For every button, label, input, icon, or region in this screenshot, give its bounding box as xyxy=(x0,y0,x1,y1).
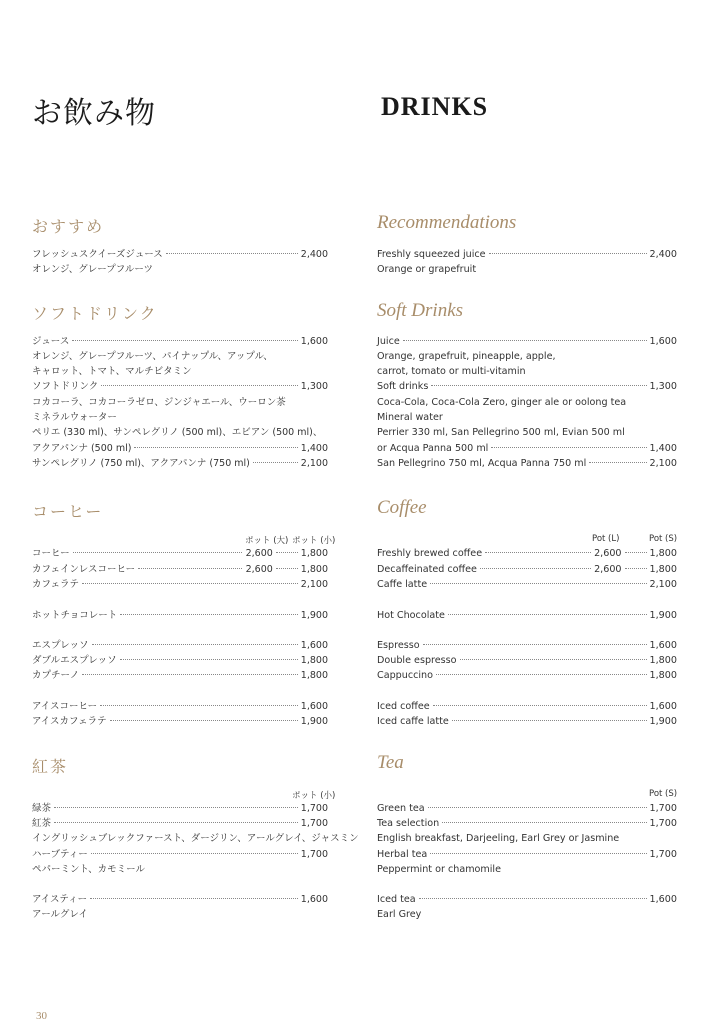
menu-item-price: 1,300 xyxy=(300,381,328,392)
menu-item-description xyxy=(377,262,677,277)
menu-item xyxy=(32,892,328,907)
leader-dots xyxy=(91,853,298,854)
tea-pot-small-header-jp: ポット (小) xyxy=(292,791,336,801)
menu-item xyxy=(32,247,328,262)
menu-item-description xyxy=(377,349,677,364)
leader-dots xyxy=(100,705,298,706)
menu-item-price: 1,900 xyxy=(300,610,328,621)
menu-item xyxy=(377,816,677,831)
leader-dots xyxy=(589,462,646,463)
menu-item-label: Tea selection xyxy=(377,818,440,829)
menu-item-price: 1,900 xyxy=(649,610,677,621)
menu-item-label: カプチーノ xyxy=(32,670,80,681)
menu-item-label: フレッシュスクイーズジュース xyxy=(32,249,163,260)
pot-large-header-jp: ポット (大) xyxy=(245,536,289,546)
menu-item-label: アイスカフェラテ xyxy=(32,716,107,727)
leader-dots xyxy=(92,644,298,645)
menu-item-description xyxy=(32,425,328,440)
leader-dots xyxy=(403,340,647,341)
menu-item-label: Soft drinks xyxy=(377,381,429,392)
leader-dots xyxy=(430,853,646,854)
menu-item-label: Double espresso xyxy=(377,655,457,666)
menu-item xyxy=(32,562,328,577)
menu-item-label: カフェラテ xyxy=(32,579,80,590)
section-heading-recommendations-jp: おすすめ xyxy=(32,217,105,236)
menu-item xyxy=(377,247,677,262)
menu-item-label: Juice xyxy=(377,336,400,347)
leader-dots xyxy=(110,720,298,721)
leader-dots xyxy=(431,385,646,386)
tea-pot-small-header-en: Pot (S) xyxy=(649,789,678,799)
menu-item-price: 1,600 xyxy=(300,894,328,905)
menu-item-label: Caffe latte xyxy=(377,579,428,590)
menu-item xyxy=(32,334,328,349)
menu-item-description xyxy=(32,907,328,922)
menu-item-price: 1,800 xyxy=(649,548,677,559)
menu-item xyxy=(377,699,677,714)
menu-item-price: 1,700 xyxy=(649,849,677,860)
menu-item-description xyxy=(377,831,677,846)
section-heading-tea-en: Tea xyxy=(377,752,404,773)
menu-item-label: サンペレグリノ (750 ml)、アクアパンナ (750 ml) xyxy=(32,458,250,469)
menu-item-label: English breakfast, Darjeeling, Earl Grey or Jasmine xyxy=(377,833,620,844)
leader-dots xyxy=(90,898,298,899)
menu-item-label: コーヒー xyxy=(32,548,70,559)
menu-item-label: Hot Chocolate xyxy=(377,610,445,621)
menu-item-label: Mineral water xyxy=(377,412,443,423)
section-heading-soft-drinks-en: Soft Drinks xyxy=(377,300,464,321)
leader-dots xyxy=(489,253,647,254)
menu-item-price-pot-large: 2,600 xyxy=(245,548,273,559)
leader-dots xyxy=(436,674,647,675)
menu-item-price: 1,400 xyxy=(300,443,328,454)
leader-dots xyxy=(101,385,297,386)
menu-item-label: キャロット、トマト、マルチビタミン xyxy=(32,366,192,377)
section-heading-recommendations-en: Recommendations xyxy=(377,212,517,233)
menu-item-price: 1,700 xyxy=(300,818,328,829)
menu-item-price: 1,700 xyxy=(300,803,328,814)
menu-item-label: Freshly squeezed juice xyxy=(377,249,486,260)
menu-item-label: カフェインレスコーヒー xyxy=(32,564,136,575)
menu-item-price: 1,600 xyxy=(300,336,328,347)
leader-dots xyxy=(253,462,298,463)
leader-dots xyxy=(625,552,647,553)
menu-item xyxy=(377,577,677,592)
menu-item xyxy=(32,668,328,683)
menu-item-label: コカコーラ、コカコーラゼロ、ジンジャエール、ウーロン茶 xyxy=(32,397,286,408)
menu-item-description xyxy=(377,364,677,379)
menu-item-label: オレンジ、グレープフルーツ、パイナップル、アップル、 xyxy=(32,351,273,362)
menu-item xyxy=(32,714,328,729)
menu-item-label: Herbal tea xyxy=(377,849,428,860)
menu-item-price: 1,600 xyxy=(649,894,677,905)
menu-item-price: 1,600 xyxy=(649,640,677,651)
menu-item xyxy=(377,441,677,456)
menu-item-label: Iced caffe latte xyxy=(377,716,449,727)
menu-item-price: 1,800 xyxy=(649,670,677,681)
section-heading-coffee-en: Coffee xyxy=(377,497,427,518)
menu-item-price-pot-large: 2,600 xyxy=(245,564,273,575)
menu-item xyxy=(32,638,328,653)
menu-item-label: Perrier 330 ml, San Pellegrino 500 ml, Evian 500 ml xyxy=(377,427,625,438)
menu-item xyxy=(377,546,677,561)
page-title-japanese: お飲み物 xyxy=(32,96,156,131)
menu-item-description xyxy=(377,862,677,877)
menu-item xyxy=(377,668,677,683)
menu-item-price: 1,600 xyxy=(300,640,328,651)
menu-item-price: 1,400 xyxy=(649,443,677,454)
menu-item-price: 2,100 xyxy=(300,458,328,469)
menu-item xyxy=(32,847,328,862)
menu-item xyxy=(32,456,328,471)
menu-item-description xyxy=(32,831,359,846)
menu-item-price: 2,400 xyxy=(300,249,328,260)
menu-item-label: アクアパンナ (500 ml) xyxy=(32,443,132,454)
menu-item-price: 1,700 xyxy=(300,849,328,860)
menu-item-description xyxy=(377,410,677,425)
menu-item xyxy=(32,608,328,623)
menu-item-price: 1,800 xyxy=(300,564,328,575)
menu-item-label: Iced coffee xyxy=(377,701,430,712)
menu-item-price: 1,600 xyxy=(300,701,328,712)
section-heading-soft-drinks-jp: ソフトドリンク xyxy=(32,304,158,323)
menu-item xyxy=(377,456,677,471)
menu-item-label: Orange, grapefruit, pineapple, apple, xyxy=(377,351,556,362)
leader-dots xyxy=(430,583,646,584)
menu-item-label: ダブルエスプレッソ xyxy=(32,655,117,666)
section-heading-coffee-jp: コーヒー xyxy=(32,502,104,521)
menu-item-description xyxy=(32,395,328,410)
leader-dots xyxy=(480,568,591,569)
leader-dots xyxy=(433,705,647,706)
menu-item-price: 2,400 xyxy=(649,249,677,260)
menu-item-label: 緑茶 xyxy=(32,803,52,814)
menu-item-label: Earl Grey xyxy=(377,909,422,920)
menu-item-label: アイスコーヒー xyxy=(32,701,98,712)
menu-item-price: 1,800 xyxy=(300,655,328,666)
leader-dots xyxy=(138,568,242,569)
menu-item-label: ペリエ (330 ml)、サンペレグリノ (500 ml)、エビアン (500 ml)、 xyxy=(32,427,323,438)
menu-item-price: 1,300 xyxy=(649,381,677,392)
menu-item xyxy=(377,653,677,668)
leader-dots xyxy=(423,644,647,645)
menu-item xyxy=(32,801,328,816)
leader-dots xyxy=(276,568,298,569)
menu-item-price: 1,800 xyxy=(300,548,328,559)
menu-item xyxy=(377,638,677,653)
pot-large-header-en: Pot (L) xyxy=(592,534,620,544)
menu-item-label: Decaffeinated coffee xyxy=(377,564,477,575)
menu-item-price: 1,900 xyxy=(300,716,328,727)
menu-item-label: or Acqua Panna 500 ml xyxy=(377,443,489,454)
menu-item xyxy=(377,801,677,816)
menu-item-label: ジュース xyxy=(32,336,70,347)
menu-item-price: 1,700 xyxy=(649,803,677,814)
menu-item-price: 2,100 xyxy=(649,458,677,469)
menu-item-price: 1,800 xyxy=(649,655,677,666)
leader-dots xyxy=(120,659,298,660)
menu-item-description xyxy=(32,364,328,379)
pot-small-header-en: Pot (S) xyxy=(649,534,678,544)
leader-dots xyxy=(54,807,298,808)
menu-item-label: ホットチョコレート xyxy=(32,610,118,621)
menu-item-price: 1,800 xyxy=(649,564,677,575)
menu-item xyxy=(32,379,328,394)
leader-dots xyxy=(276,552,298,553)
menu-item-price: 1,900 xyxy=(649,716,677,727)
menu-item-description xyxy=(377,425,677,440)
leader-dots xyxy=(491,447,646,448)
leader-dots xyxy=(54,822,298,823)
leader-dots xyxy=(72,340,297,341)
menu-item-description xyxy=(32,349,328,364)
menu-item-label: エスプレッソ xyxy=(32,640,89,651)
menu-item xyxy=(32,546,328,561)
menu-item xyxy=(32,653,328,668)
leader-dots xyxy=(442,822,646,823)
menu-item-description xyxy=(32,410,328,425)
leader-dots xyxy=(428,807,647,808)
menu-item-price: 1,600 xyxy=(649,701,677,712)
menu-item-label: San Pellegrino 750 ml, Acqua Panna 750 ml xyxy=(377,458,587,469)
menu-item xyxy=(377,379,677,394)
menu-item xyxy=(377,334,677,349)
menu-item-label: Espresso xyxy=(377,640,420,651)
menu-item xyxy=(377,562,677,577)
menu-item-price: 1,800 xyxy=(300,670,328,681)
leader-dots xyxy=(166,253,298,254)
menu-item-price: 1,600 xyxy=(649,336,677,347)
leader-dots xyxy=(120,614,298,615)
menu-item-price-pot-large: 2,600 xyxy=(594,564,622,575)
menu-item xyxy=(377,847,677,862)
menu-item-label: Coca-Cola, Coca-Cola Zero, ginger ale or oolong tea xyxy=(377,397,627,408)
menu-item-label: アールグレイ xyxy=(32,909,88,920)
pot-small-header-jp: ポット (小) xyxy=(292,536,336,546)
leader-dots xyxy=(460,659,647,660)
leader-dots xyxy=(452,720,647,721)
page-number: 30 xyxy=(36,1010,47,1022)
menu-item-label: ソフトドリンク xyxy=(32,381,99,392)
menu-item-label: ミネラルウォーター xyxy=(32,412,117,423)
section-heading-tea-jp: 紅茶 xyxy=(32,757,69,776)
menu-item-description xyxy=(377,395,677,410)
leader-dots xyxy=(625,568,647,569)
menu-item-description xyxy=(32,262,328,277)
menu-item-label: carrot, tomato or multi-vitamin xyxy=(377,366,526,377)
menu-item-label: Cappuccino xyxy=(377,670,434,681)
menu-item-price-pot-large: 2,600 xyxy=(594,548,622,559)
menu-item xyxy=(377,892,677,907)
leader-dots xyxy=(73,552,242,553)
leader-dots xyxy=(485,552,590,553)
menu-item-label: オレンジ、グレープフルーツ xyxy=(32,264,154,275)
menu-item-label: ペパーミント、カモミール xyxy=(32,864,145,875)
menu-item xyxy=(32,577,328,592)
menu-item-label: Freshly brewed coffee xyxy=(377,548,483,559)
menu-item-label: Orange or grapefruit xyxy=(377,264,477,275)
menu-item-label: Iced tea xyxy=(377,894,416,905)
page-title-english: DRINKS xyxy=(381,92,489,121)
leader-dots xyxy=(82,674,297,675)
menu-item-label: Green tea xyxy=(377,803,425,814)
menu-item xyxy=(32,441,328,456)
leader-dots xyxy=(134,447,297,448)
menu-item-label: アイスティー xyxy=(32,894,88,905)
leader-dots xyxy=(82,583,298,584)
leader-dots xyxy=(419,898,647,899)
menu-item-label: イングリッシュブレックファースト、ダージリン、アールグレイ、ジャスミン xyxy=(32,833,359,844)
menu-item xyxy=(377,714,677,729)
menu-item-label: ハーブティー xyxy=(32,849,88,860)
menu-item-price: 2,100 xyxy=(300,579,328,590)
menu-item-price: 1,700 xyxy=(649,818,677,829)
leader-dots xyxy=(448,614,647,615)
menu-item-label: Peppermint or chamomile xyxy=(377,864,501,875)
menu-item xyxy=(32,699,328,714)
menu-item-description xyxy=(32,862,328,877)
menu-item-description xyxy=(377,907,677,922)
menu-item-price: 2,100 xyxy=(649,579,677,590)
menu-item-label: 紅茶 xyxy=(32,818,52,829)
menu-item xyxy=(32,816,328,831)
menu-item xyxy=(377,608,677,623)
